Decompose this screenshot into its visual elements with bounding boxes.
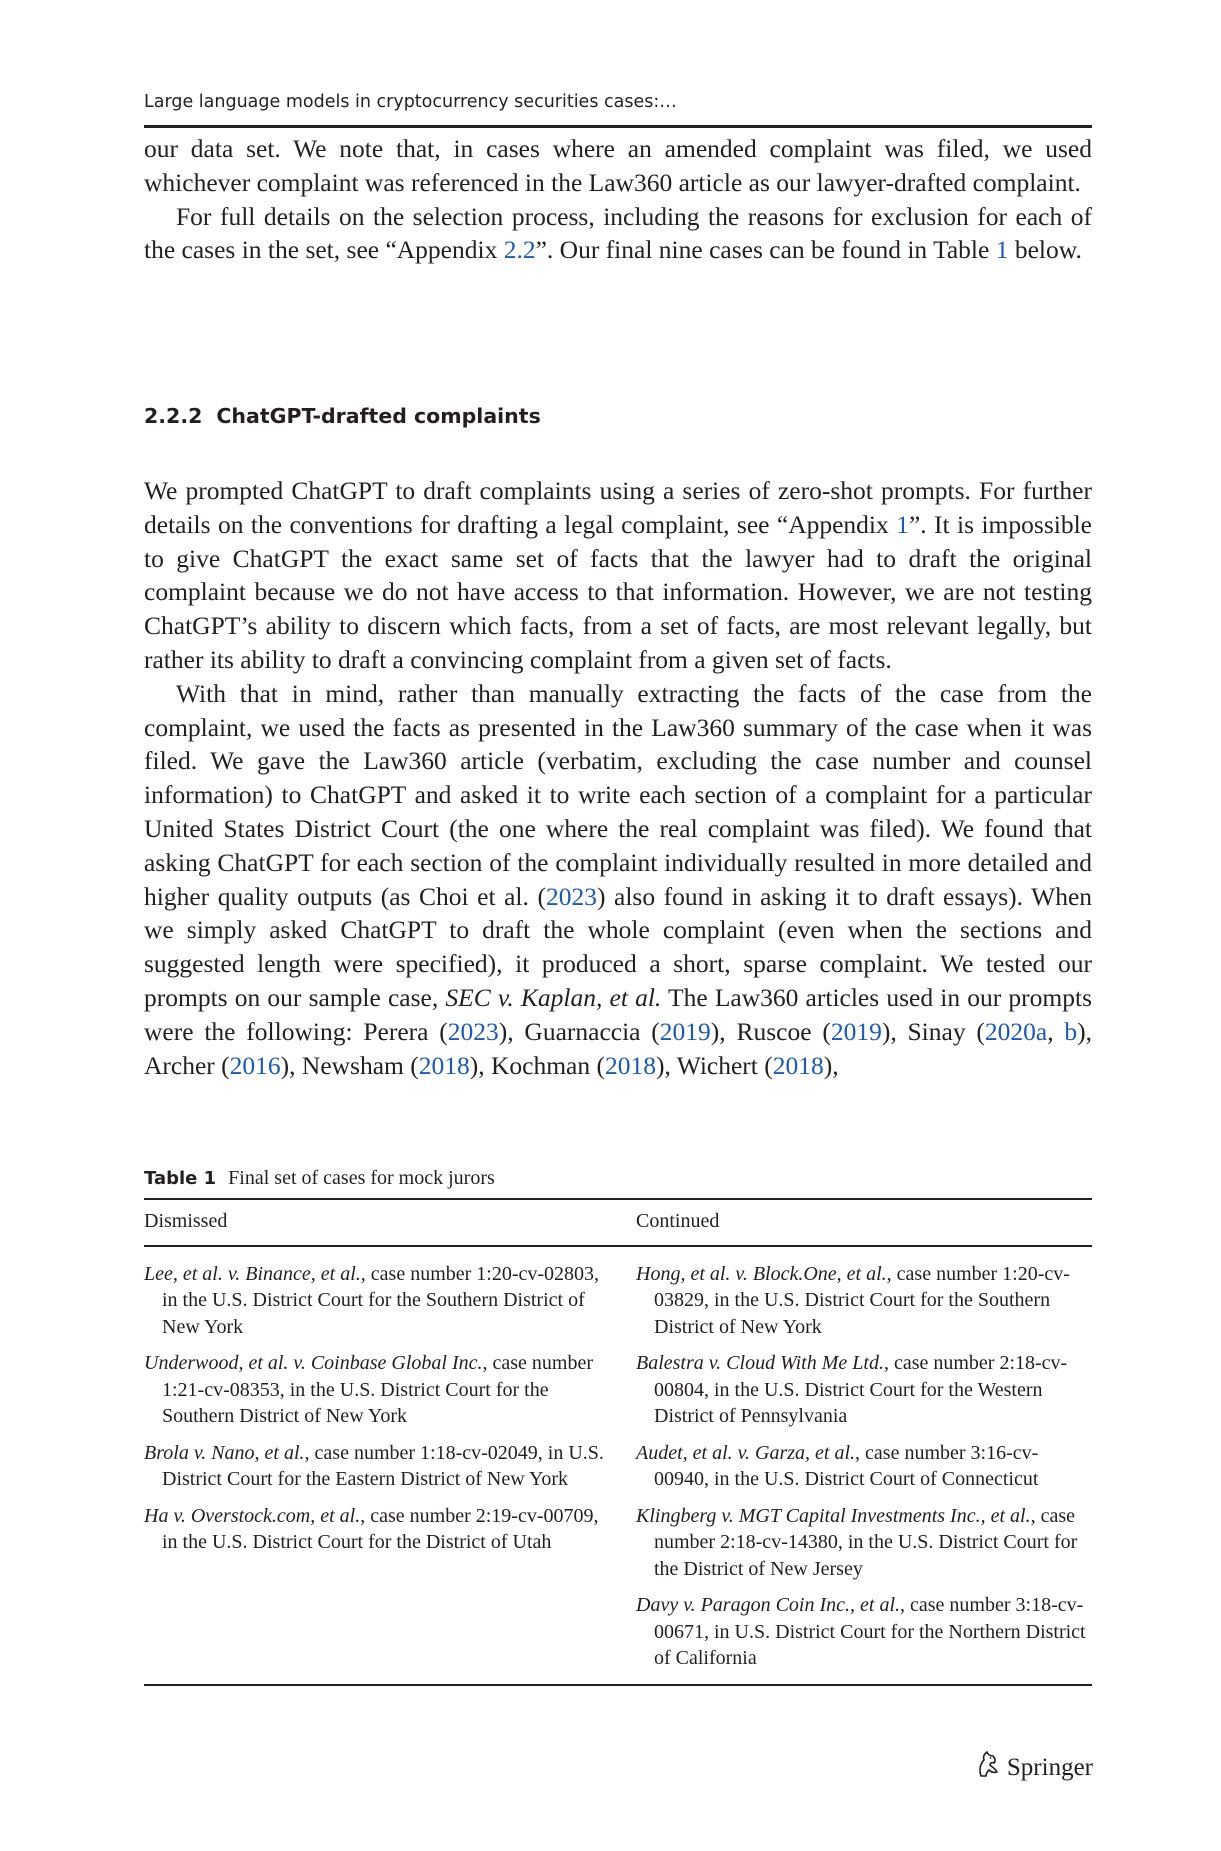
table-label: Table 1 (144, 1168, 217, 1189)
citation-link[interactable]: 2018 (772, 1050, 824, 1080)
header-rule (144, 125, 1092, 128)
springer-horse-icon (975, 1750, 1007, 1785)
table-cell: Brola v. Nano, et al., case number 1:18-cv-02049, in U.S. District Court for the Eastern District of New York (144, 1441, 604, 1490)
table-1-link[interactable]: 1 (995, 235, 1009, 265)
intro-paragraph-2: For full details on the selection process, including the reasons for exclusion for each of the cases in the set, see “Appendix 2.2”. Our final nine cases can be found in Table 1 below. (144, 201, 1092, 265)
section-text (144, 474, 1092, 1082)
table-cell: Hong, et al. v. Block.One, et al., case number 1:20-cv-03829, in the U.S. District Court for the Southern District of New York (636, 1262, 1070, 1338)
table-cell (144, 1592, 636, 1685)
citation-link[interactable]: b (1064, 1016, 1078, 1046)
intro-paragraph-1: our data set. We note that, in cases where an amended complaint was filed, we used whichever complaint was referenced in the Law360 article as our lawyer-drafted complaint. (144, 134, 1092, 197)
citation-link[interactable]: 2018 (605, 1050, 656, 1080)
table-cell: Audet, et al. v. Garza, et al., case number 3:16-cv-00940, in the U.S. District Court of Connecticut (636, 1441, 1039, 1490)
table-cell: Ha v. Overstock.com, et al., case number 2:19-cv-00709, in the U.S. District Court for the District of Utah (144, 1504, 599, 1553)
section-paragraph-1: We prompted ChatGPT to draft complaints using a series of zero-shot prompts. For further details on the conventions for drafting a legal complaint, see “Appendix 1”. It is impossible to give ChatGPT the exact same set of facts that the lawyer had to draft the original complaint because we do not have access to that information. However, we are not testing ChatGPT’s ability to discern which facts, from a set of facts, are most relevant legally, but rather its ability to draft a convincing complaint from a given set of facts. (144, 476, 1092, 674)
intro-text (144, 132, 1092, 267)
table-cell: Underwood, et al. v. Coinbase Global Inc., case number 1:21-cv-08353, in the U.S. District Court for the Southern District of New York (144, 1352, 593, 1427)
table-row (144, 1246, 1092, 1351)
column-header-dismissed: Dismissed (144, 1199, 636, 1246)
section-title: ChatGPT-drafted complaints (216, 404, 541, 428)
cases-table (144, 1198, 1092, 1686)
table-cell: Balestra v. Cloud With Me Ltd., case number 2:18-cv-00804, in the U.S. District Court for the Western District of Pennsylvania (636, 1352, 1068, 1427)
table-row (144, 1503, 1092, 1593)
table-row (144, 1592, 1092, 1685)
citation-link[interactable]: 2020a (984, 1016, 1048, 1046)
citation-link[interactable]: 2019 (659, 1016, 711, 1046)
section-number: 2.2.2 (144, 404, 203, 428)
appendix-2-2-link[interactable]: 2.2 (503, 235, 536, 265)
publisher-name: Springer (1006, 1753, 1093, 1781)
table-cell: Lee, et al. v. Binance, et al., case number 1:20-cv-02803, in the U.S. District Court for the Southern District of New York (144, 1262, 600, 1338)
running-title: Large language models in cryptocurrency securities cases:… (144, 92, 677, 112)
table-cell: Davy v. Paragon Coin Inc., et al., case number 3:18-cv-00671, in U.S. District Court for the Northern District of California (636, 1592, 1092, 1685)
table-cell: Klingberg v. MGT Capital Investments Inc., et al., case number 2:18-cv-14380, in the U.S. District Court for the District of New Jersey (636, 1504, 1078, 1580)
publisher-footer (975, 1750, 1093, 1785)
column-header-continued: Continued (636, 1199, 1092, 1246)
table-row (144, 1350, 1092, 1440)
citation-link[interactable]: 2019 (830, 1016, 882, 1046)
table-caption-text: Final set of cases for mock jurors (228, 1167, 495, 1189)
section-heading (144, 404, 541, 428)
appendix-1-link[interactable]: 1 (896, 509, 909, 539)
table-caption (144, 1167, 495, 1190)
citation-link[interactable]: 2023 (447, 1016, 499, 1046)
section-paragraph-2: With that in mind, rather than manually extracting the facts of the case from the complaint, we used the facts as presented in the Law360 summary of the case when it was filed. We gave the Law360 article (verbatim, excluding the case number and counsel information) to ChatGPT and asked it to write each section of a complaint for a particular United States District Court (the one where the real complaint was filed). We found that asking ChatGPT for each section of the complaint individually resulted in more detailed and higher quality outputs (as Choi et al. (2023) also found in asking it to draft essays). When we simply asked ChatGPT to draft the whole complaint (even when the sections and suggested length were specified), it produced a short, sparse complaint. We tested our prompts on our sample case, SEC v. Kaplan, et al. The Law360 articles used in our prompts were the following: Perera (2023), Guarnaccia (2019), Ruscoe (2019), Sinay (2020a, b), Archer (2016), Newsham (2018), Kochman (2018), Wichert (2018), (144, 678, 1093, 1080)
citation-link[interactable]: 2023 (545, 881, 597, 911)
table-row (144, 1440, 1092, 1503)
case-name: SEC v. Kaplan, et al. (445, 982, 662, 1012)
citation-link[interactable]: 2016 (229, 1050, 281, 1080)
citation-link[interactable]: 2018 (418, 1050, 470, 1080)
